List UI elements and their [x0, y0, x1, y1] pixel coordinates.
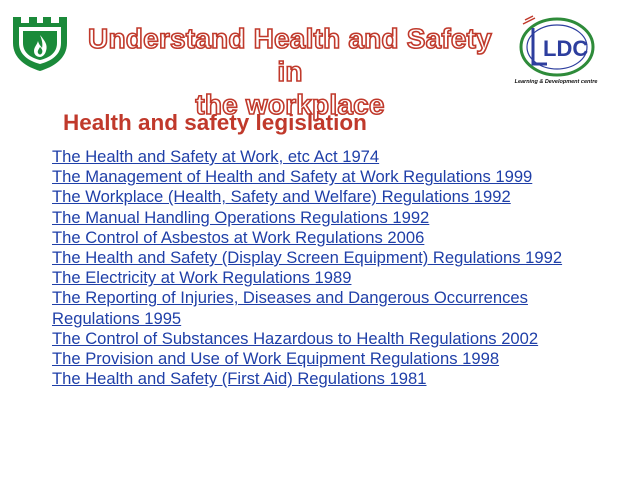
- legislation-link[interactable]: The Health and Safety at Work, etc Act 1974: [52, 147, 380, 166]
- legislation-link[interactable]: The Electricity at Work Regulations 1989: [52, 268, 352, 288]
- legislation-list: [52, 147, 612, 389]
- legislation-link[interactable]: The Health and Safety (First Aid) Regulations 1981: [52, 369, 427, 389]
- section-heading: Health and safety legislation: [63, 110, 367, 135]
- legislation-link[interactable]: The Control of Asbestos at Work Regulations 2006: [52, 227, 425, 247]
- legislation-link[interactable]: The Provision and Use of Work Equipment Regulations 1998: [52, 349, 500, 369]
- title-line-1: Understand Health and Safety in: [88, 23, 492, 87]
- legislation-link[interactable]: The Control of Substances Hazardous to Health Regulations 2002: [52, 328, 539, 348]
- ldc-logo: [513, 14, 597, 80]
- legislation-link[interactable]: The Manual Handling Operations Regulations 1992: [52, 207, 430, 227]
- ldc-logo-caption: Learning & Development centre: [514, 79, 598, 85]
- ldc-logo-letters: LDC: [543, 36, 589, 61]
- slide-title: [78, 22, 502, 121]
- legislation-link[interactable]: The Reporting of Injuries, Diseases and Dangerous Occurrences Regulations 1995: [52, 288, 528, 328]
- legislation-link[interactable]: The Health and Safety (Display Screen Equipment) Regulations 1992: [52, 248, 563, 268]
- shield-flame-icon: [9, 13, 71, 73]
- title-line-2: the workplace: [195, 89, 385, 120]
- legislation-link[interactable]: The Management of Health and Safety at Work Regulations 1999: [52, 167, 533, 187]
- legislation-link[interactable]: The Workplace (Health, Safety and Welfare) Regulations 1992: [52, 187, 511, 207]
